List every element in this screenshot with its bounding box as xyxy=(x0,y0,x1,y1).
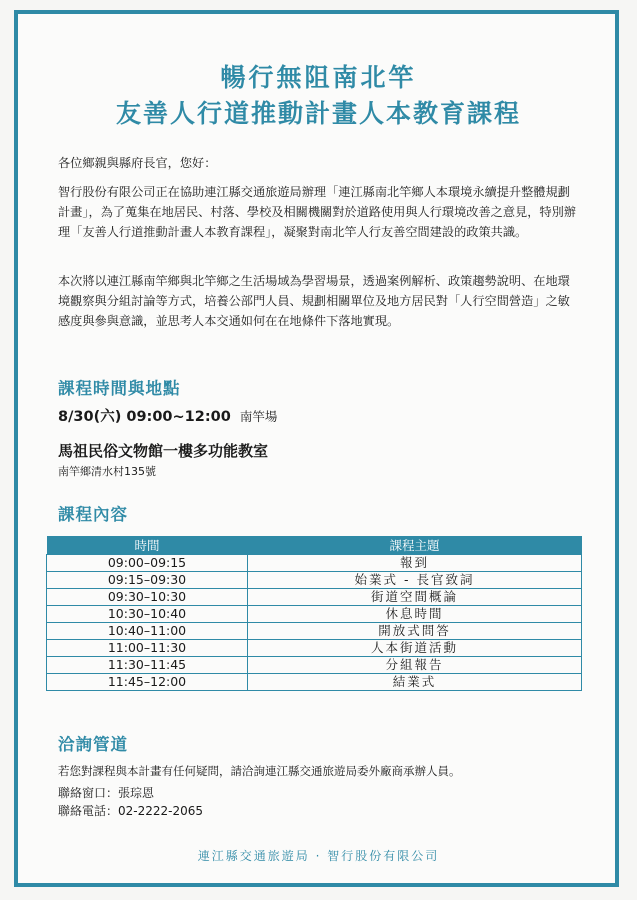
schedule-header-row xyxy=(47,536,582,555)
table-row xyxy=(47,572,582,589)
venue-name: 馬祖民俗文物館一樓多功能教室 xyxy=(58,442,269,460)
column-header-time: 時間 xyxy=(47,536,248,555)
row-topic: 結業式 xyxy=(248,674,582,691)
venue-address: 南竿鄉清水村135號 xyxy=(58,465,156,478)
location-text: 南竿場 xyxy=(239,409,278,424)
contact-window: 聯絡窗口：張琮恩 xyxy=(58,786,155,800)
row-topic: 街道空間概論 xyxy=(248,589,582,606)
row-time: 11:30–11:45 xyxy=(47,657,248,674)
greeting: 各位鄉親與縣府長官，您好： xyxy=(58,156,217,170)
datetime-text: 8/30(六) 09:00~12:00 xyxy=(58,409,231,425)
section-heading-time: 課程時間與地點 xyxy=(58,379,181,398)
table-row xyxy=(47,657,582,674)
row-time: 11:00–11:30 xyxy=(47,640,248,657)
row-time: 09:15–09:30 xyxy=(47,572,248,589)
row-topic: 開放式問答 xyxy=(248,623,582,640)
table-row xyxy=(47,640,582,657)
table-row xyxy=(47,623,582,640)
table-row xyxy=(47,674,582,691)
row-topic: 休息時間 xyxy=(248,606,582,623)
page-title-line1: 暢行無阻南北竿 xyxy=(220,63,417,92)
table-row xyxy=(47,606,582,623)
row-time: 09:30–10:30 xyxy=(47,589,248,606)
row-time: 09:00–09:15 xyxy=(47,555,248,572)
row-topic: 分組報告 xyxy=(248,657,582,674)
intro-paragraph-1: 智行股份有限公司正在協助連江縣交通旅遊局辦理「連江縣南北竿鄉人本環境永續提升整體規劃計畫」，為了蒐集在地居民、村落、學校及相關機關對於道路使用與人行環境改善之意見，特別辦理「友善人行道推動計畫人本教育課程」，凝聚對南北竿人行友善空間建設的政策共識。 xyxy=(58,185,576,239)
table-row xyxy=(47,555,582,572)
page-title-line2: 友善人行道推動計畫人本教育課程 xyxy=(115,99,521,128)
footer-organizers: 連江縣交通旅遊局 · 智行股份有限公司 xyxy=(197,849,440,863)
contact-phone: 聯絡電話：02-2222-2065 xyxy=(58,804,204,818)
row-topic: 報到 xyxy=(248,555,582,572)
row-time: 11:45–12:00 xyxy=(47,674,248,691)
course-datetime xyxy=(58,405,277,426)
section-heading-content: 課程內容 xyxy=(58,505,128,524)
row-topic: 人本街道活動 xyxy=(248,640,582,657)
table-row xyxy=(47,589,582,606)
contact-intro: 若您對課程與本計畫有任何疑問，請洽詢連江縣交通旅遊局委外廠商承辦人員。 xyxy=(58,764,461,778)
row-time: 10:40–11:00 xyxy=(47,623,248,640)
row-time: 10:30–10:40 xyxy=(47,606,248,623)
column-header-topic: 課程主題 xyxy=(248,536,582,555)
row-topic: 始業式 - 長官致詞 xyxy=(248,572,582,589)
intro-paragraph-2: 本次將以連江縣南竿鄉與北竿鄉之生活場域為學習場景，透過案例解析、政策趨勢說明、在地環境觀察與分組討論等方式，培養公部門人員、規劃相關單位及地方居民對「人行空間營造」之敏感度與參與意識，並思考人本交通如何在在地條件下落地實現。 xyxy=(58,274,570,328)
schedule-table xyxy=(46,536,582,691)
section-heading-contact: 洽詢管道 xyxy=(58,735,128,754)
